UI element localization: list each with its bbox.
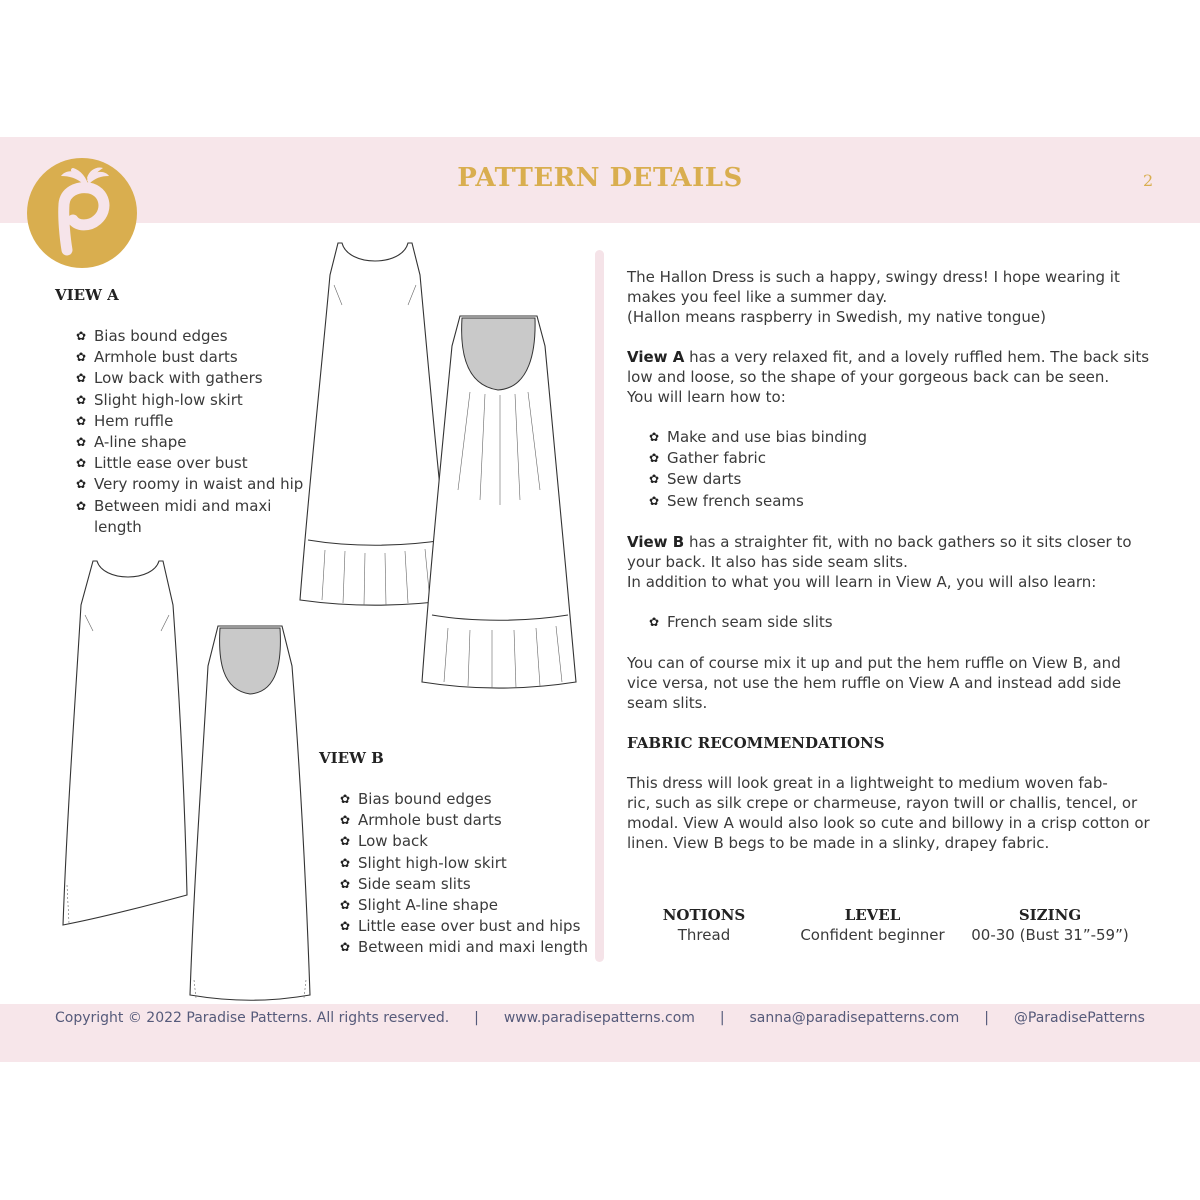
page-number: 2 [1143,171,1154,190]
view-b-back-dress-sketch [182,620,317,1005]
mix-paragraph: You can of course mix it up and put the hem ruffle on View B, and vice versa, not use the hem ruffle on View A and instead add side seam slits. [627,654,1122,713]
notions-info: NOTIONS Thread [662,906,746,944]
view-b-label: View B [627,532,685,551]
list-item: ✿ Slight A-line shape [340,895,602,916]
list-item: ✿ Make and use bias binding [649,427,1157,448]
list-item: ✿ Very roomy in waist and hip [76,474,306,495]
list-item: ✿ Between midi and maxi length [340,937,602,958]
view-a-back-dress-sketch [410,310,585,695]
list-item: ✿ French seam side slits [649,612,1157,633]
sizing-info: SIZING 00-30 (Bust 31”-59”) [971,906,1129,944]
list-item: ✿ Between midi and maxi length [76,496,306,538]
view-b-front-dress-sketch [55,555,200,935]
view-b-paragraph: View B has a straighter fit, with no back gathers so it sits closer to your back. It also has side seam slits. In addition to what you will learn in View A, you will also learn: [627,532,1132,591]
list-item: ✿ A-line shape [76,432,306,453]
view-a-label: View A [627,348,685,366]
intro-paragraph: The Hallon Dress is such a happy, swingy dress! I hope wearing it makes you feel like a summer day. (Hallon means raspberry in Swedish, my native tongue) [627,268,1120,326]
website-link[interactable]: www.paradisepatterns.com [503,1010,695,1026]
list-item: ✿ Side seam slits [340,874,602,895]
view-a-paragraph: View A has a very relaxed fit, and a lovely ruffled hem. The back sits low and loose, so the shape of your gorgeous back can be seen. You will learn how to: [627,348,1150,406]
view-a-skills-list [627,427,1157,512]
list-item: ✿ Low back with gathers [76,368,306,389]
view-b-feature-list [340,789,602,959]
list-item: ✿ Slight high-low skirt [76,390,306,411]
fabric-paragraph: This dress will look great in a lightweight to medium woven fab- ric, such as silk crepe or charmeuse, rayon twill or challis, tencel, or modal. View A would also look so cute and billowy in a crisp cotton or linen. View B begs to be made in a slinky, drapey fabric. [627,774,1150,853]
footer [55,1010,1145,1026]
level-info: LEVEL Confident beginner [800,906,945,944]
copyright-text: Copyright © 2022 Paradise Patterns. All rights reserved. [55,1010,450,1026]
description-column [627,267,1157,873]
list-item: ✿ Slight high-low skirt [340,853,602,874]
footer-separator: | [719,1010,725,1026]
view-a-feature-list [76,326,306,538]
view-b-skills-list [627,612,1157,633]
list-item: ✿ Bias bound edges [340,789,602,810]
email-link[interactable]: sanna@paradisepatterns.com [749,1010,960,1026]
list-item: ✿ Gather fabric [649,448,1157,469]
view-b-heading: VIEW B [319,749,384,767]
list-item: ✿ Sew french seams [649,491,1157,512]
footer-separator: | [474,1010,479,1026]
list-item: ✿ Bias bound edges [76,326,306,347]
list-item: ✿ Little ease over bust and hips [340,916,602,937]
footer-separator: | [984,1010,989,1026]
pattern-info-row [627,905,1157,945]
page-title: PATTERN DETAILS [457,163,743,193]
list-item: ✿ Armhole bust darts [76,347,306,368]
list-item: ✿ Low back [340,831,602,852]
list-item: ✿ Sew darts [649,469,1157,490]
view-a-heading: VIEW A [55,286,119,304]
list-item: ✿ Little ease over bust [76,453,306,474]
list-item: ✿ Hem ruffle [76,411,306,432]
fabric-heading: FABRIC RECOMMENDATIONS [627,734,885,753]
column-divider [595,250,604,962]
list-item: ✿ Armhole bust darts [340,810,602,831]
social-handle[interactable]: @ParadisePatterns [1013,1010,1145,1026]
